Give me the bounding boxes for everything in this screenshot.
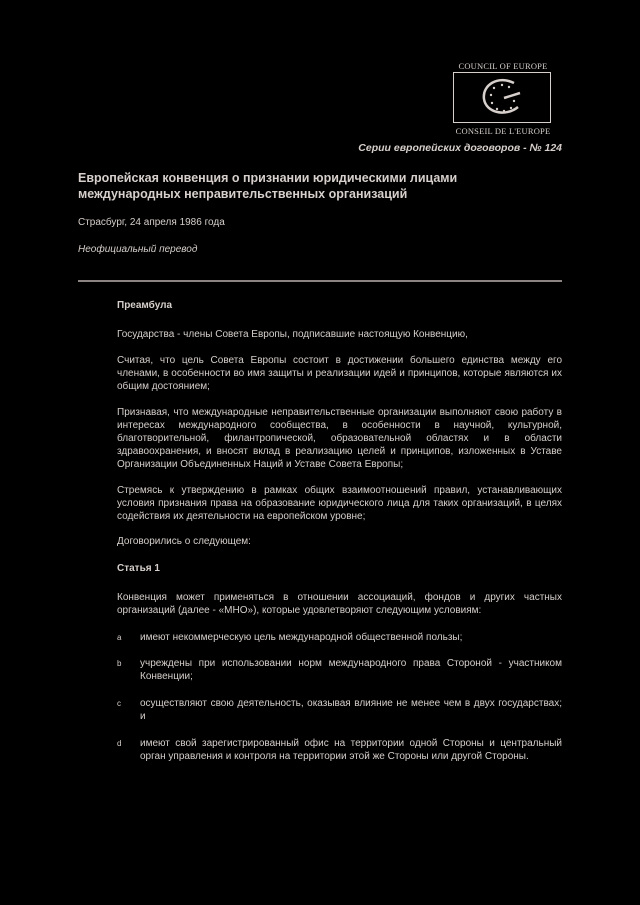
list-marker: b <box>117 659 122 668</box>
article-intro: Конвенция может применяться в отношении ассоциаций, фондов и других частных организаций (далее - «МНО»), которые удовлетворяют следующим условиям: <box>117 592 562 616</box>
treaty-series: Серии европейских договоров - № 124 <box>358 142 562 154</box>
list-marker: c <box>117 699 121 708</box>
logo-council-of-europe-text: COUNCIL OF EUROPE <box>458 61 548 71</box>
list-item-text: имеют некоммерческую цель международной общественной пользы; <box>140 632 463 643</box>
list-item <box>117 737 562 763</box>
paragraph: Государства - члены Совета Европы, подписавшие настоящую Конвенцию, <box>117 329 468 340</box>
logo-conseil-de-leurope-text: CONSEIL DE L'EUROPE <box>455 126 551 136</box>
article-heading: Статья 1 <box>117 563 160 574</box>
paragraph: Договорились о следующем: <box>117 536 251 547</box>
list-item <box>117 697 562 723</box>
list-item <box>117 631 562 644</box>
list-item-text: учреждены при использовании норм международного права Стороной - участником Конвенции; <box>140 658 562 682</box>
document-title: Европейская конвенция о признании юридическими лицами международных неправительственных организаций <box>78 171 458 201</box>
preamble-heading: Преамбула <box>117 300 173 311</box>
council-of-europe-logo <box>453 72 551 123</box>
list-marker: a <box>117 633 122 642</box>
stars-circle-icon <box>454 73 550 122</box>
paragraph: Считая, что цель Совета Европы состоит в достижении большего единства между его членами, в особенности во имя защиты и реализации идей и принципов, которые являются их общим достоянием; <box>117 355 562 392</box>
unofficial-translation-note: Неофициальный перевод <box>78 244 198 255</box>
list-marker: d <box>117 739 122 748</box>
list-item-text: осуществляют свою деятельность, оказывая влияние не менее чем в двух государствах; и <box>140 698 562 722</box>
list-item-text: имеют свой зарегистрированный офис на территории одной Стороны и центральный орган управления и контроля на территории этой же Стороны или другой Стороны. <box>140 738 562 762</box>
paragraph: Стремясь к утверждению в рамках общих взаимоотношений правил, устанавливающих условия признания права на образование юридического лица для таких организаций, в целях содействия их деятельности на европейском уровне; <box>117 485 562 522</box>
document-date: Страсбург, 24 апреля 1986 года <box>78 217 225 228</box>
divider <box>78 280 562 282</box>
paragraph: Признавая, что международные неправительственные организации выполняют свою работу в интересах международного сообщества, в особенности в научной, культурной, благотворительной, филантропической, образовательной областях и в области здравоохранения, и вносят вклад в реализацию целей и принципов, изложенных в Уставе Организации Объединенных Наций и Уставе Совета Европы; <box>117 407 562 470</box>
list-item <box>117 657 562 683</box>
